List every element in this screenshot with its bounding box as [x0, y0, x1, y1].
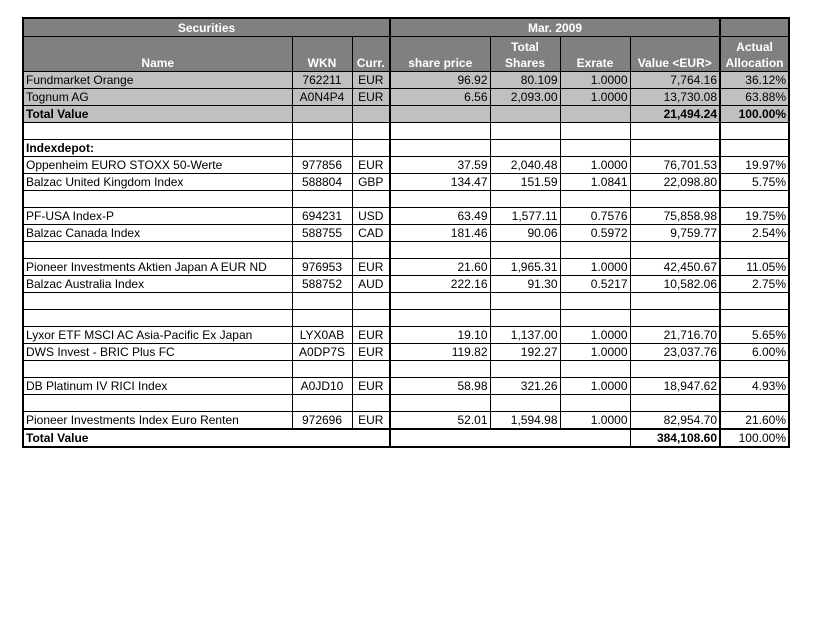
cell-empty — [292, 310, 352, 327]
cell-empty — [490, 242, 560, 259]
table-row — [23, 344, 789, 361]
cell-empty — [720, 361, 789, 378]
cell-empty — [490, 191, 560, 208]
table-row — [23, 208, 789, 225]
cell-price: 96.92 — [390, 72, 490, 89]
cell-shares: 321.26 — [490, 378, 560, 395]
cell-empty — [352, 310, 390, 327]
cell-empty — [292, 123, 352, 140]
col-header-wkn: WKN — [292, 37, 352, 72]
cell-value: 23,037.76 — [630, 344, 720, 361]
cell-alloc: 21.60% — [720, 412, 789, 430]
cell-value: 18,947.62 — [630, 378, 720, 395]
table-row — [23, 225, 789, 242]
cell-curr: EUR — [352, 378, 390, 395]
cell-exrate: 1.0000 — [560, 412, 630, 430]
table-row — [23, 412, 789, 430]
cell-wkn: A0N4P4 — [292, 89, 352, 106]
cell-empty — [560, 293, 630, 310]
cell-empty — [560, 310, 630, 327]
cell-wkn: 762211 — [292, 72, 352, 89]
cell-exrate: 1.0000 — [560, 89, 630, 106]
cell-empty — [352, 191, 390, 208]
col-header-allocation: Actual Allocation — [720, 37, 789, 72]
table-row — [23, 327, 789, 344]
cell-empty — [720, 191, 789, 208]
cell-empty — [352, 395, 390, 412]
cell-empty — [292, 395, 352, 412]
cell-empty — [720, 140, 789, 157]
cell-curr: EUR — [352, 259, 390, 276]
cell-name: DWS Invest - BRIC Plus FC — [23, 344, 292, 361]
cell-price: 37.59 — [390, 157, 490, 174]
cell-wkn: LYX0AB — [292, 327, 352, 344]
cell-alloc: 19.97% — [720, 157, 789, 174]
cell-shares: 151.59 — [490, 174, 560, 191]
cell-wkn: A0JD10 — [292, 378, 352, 395]
cell-empty — [490, 395, 560, 412]
table-row — [23, 174, 789, 191]
cell-alloc: 100.00% — [720, 106, 789, 123]
cell-wkn: 977856 — [292, 157, 352, 174]
cell-value: 9,759.77 — [630, 225, 720, 242]
cell-empty — [23, 191, 292, 208]
cell-name: Oppenheim EURO STOXX 50-Werte — [23, 157, 292, 174]
cell-price: 6.56 — [390, 89, 490, 106]
cell-shares: 90.06 — [490, 225, 560, 242]
cell-alloc: 2.54% — [720, 225, 789, 242]
cell-empty — [390, 293, 490, 310]
cell-shares: 91.30 — [490, 276, 560, 293]
cell-exrate: 1.0000 — [560, 344, 630, 361]
cell-exrate: 1.0841 — [560, 174, 630, 191]
section-row — [23, 140, 789, 157]
cell-empty — [23, 310, 292, 327]
cell-empty — [292, 140, 352, 157]
cell-empty — [390, 123, 490, 140]
cell-price: 134.47 — [390, 174, 490, 191]
cell-name: Lyxor ETF MSCI AC Asia-Pacific Ex Japan — [23, 327, 292, 344]
cell-exrate: 1.0000 — [560, 157, 630, 174]
cell-empty — [292, 242, 352, 259]
table-row — [23, 89, 789, 106]
col-header-exrate: Exrate — [560, 37, 630, 72]
cell-name: Balzac Canada Index — [23, 225, 292, 242]
cell-shares: 1,594.98 — [490, 412, 560, 430]
cell-empty — [560, 395, 630, 412]
cell-name: Tognum AG — [23, 89, 292, 106]
cell-empty — [720, 293, 789, 310]
table-row — [23, 259, 789, 276]
cell-empty — [560, 106, 630, 123]
table-row — [23, 157, 789, 174]
cell-value: 13,730.08 — [630, 89, 720, 106]
cell-empty — [560, 242, 630, 259]
cell-empty — [23, 361, 292, 378]
cell-empty — [352, 123, 390, 140]
cell-curr: CAD — [352, 225, 390, 242]
table-row — [23, 378, 789, 395]
portfolio-table — [22, 17, 790, 448]
cell-name: Pioneer Investments Aktien Japan A EUR ND — [23, 259, 292, 276]
cell-empty — [390, 140, 490, 157]
col-header-value: Value <EUR> — [630, 37, 720, 72]
cell-empty — [23, 242, 292, 259]
header-columns-row — [23, 37, 789, 72]
cell-exrate: 1.0000 — [560, 259, 630, 276]
cell-empty — [630, 310, 720, 327]
cell-empty — [352, 140, 390, 157]
cell-value: 76,701.53 — [630, 157, 720, 174]
col-header-shares: Total Shares — [490, 37, 560, 72]
blank-row — [23, 123, 789, 140]
blank-row — [23, 242, 789, 259]
cell-wkn: 588752 — [292, 276, 352, 293]
cell-empty — [23, 123, 292, 140]
cell-alloc: 19.75% — [720, 208, 789, 225]
header-securities: Securities — [23, 18, 390, 37]
blank-row — [23, 191, 789, 208]
cell-empty — [630, 395, 720, 412]
total-row — [23, 106, 789, 123]
cell-value: 21,494.24 — [630, 106, 720, 123]
cell-name: Balzac Australia Index — [23, 276, 292, 293]
cell-wkn: 976953 — [292, 259, 352, 276]
cell-name: PF-USA Index-P — [23, 208, 292, 225]
cell-empty — [390, 310, 490, 327]
cell-price: 63.49 — [390, 208, 490, 225]
cell-empty — [352, 293, 390, 310]
cell-empty — [720, 395, 789, 412]
cell-value: 22,098.80 — [630, 174, 720, 191]
cell-curr: AUD — [352, 276, 390, 293]
cell-name: Total Value — [23, 106, 292, 123]
cell-shares: 1,965.31 — [490, 259, 560, 276]
cell-price: 222.16 — [390, 276, 490, 293]
cell-empty — [352, 106, 390, 123]
cell-name: Fundmarket Orange — [23, 72, 292, 89]
blank-row — [23, 361, 789, 378]
col-header-name: Name — [23, 37, 292, 72]
cell-empty — [292, 361, 352, 378]
cell-name: Indexdepot: — [23, 140, 292, 157]
cell-price: 19.10 — [390, 327, 490, 344]
col-header-price: share price — [390, 37, 490, 72]
cell-price: 21.60 — [390, 259, 490, 276]
cell-empty — [630, 140, 720, 157]
cell-curr: USD — [352, 208, 390, 225]
cell-empty — [630, 293, 720, 310]
cell-empty — [630, 361, 720, 378]
cell-wkn: 588755 — [292, 225, 352, 242]
cell-wkn: A0DP7S — [292, 344, 352, 361]
cell-value: 42,450.67 — [630, 259, 720, 276]
cell-empty — [720, 242, 789, 259]
cell-empty — [560, 123, 630, 140]
cell-name: Balzac United Kingdom Index — [23, 174, 292, 191]
cell-empty — [490, 140, 560, 157]
cell-empty — [490, 310, 560, 327]
cell-empty — [352, 361, 390, 378]
cell-alloc: 5.65% — [720, 327, 789, 344]
cell-shares: 80.109 — [490, 72, 560, 89]
cell-empty — [720, 123, 789, 140]
total-row — [23, 429, 789, 447]
cell-shares: 2,040.48 — [490, 157, 560, 174]
cell-price: 58.98 — [390, 378, 490, 395]
cell-alloc: 4.93% — [720, 378, 789, 395]
cell-exrate: 1.0000 — [560, 72, 630, 89]
cell-value: 7,764.16 — [630, 72, 720, 89]
cell-curr: EUR — [352, 327, 390, 344]
cell-empty — [490, 123, 560, 140]
cell-alloc: 100.00% — [720, 429, 789, 447]
cell-exrate: 0.5217 — [560, 276, 630, 293]
cell-empty — [23, 293, 292, 310]
cell-curr: EUR — [352, 72, 390, 89]
cell-value: 82,954.70 — [630, 412, 720, 430]
cell-value: 75,858.98 — [630, 208, 720, 225]
cell-curr: EUR — [352, 412, 390, 430]
header-empty — [720, 18, 789, 37]
cell-empty — [292, 293, 352, 310]
cell-name: DB Platinum IV RICI Index — [23, 378, 292, 395]
cell-empty — [352, 242, 390, 259]
blank-row — [23, 293, 789, 310]
blank-row — [23, 310, 789, 327]
cell-price: 181.46 — [390, 225, 490, 242]
cell-curr: GBP — [352, 174, 390, 191]
cell-empty — [630, 123, 720, 140]
cell-empty — [720, 310, 789, 327]
cell-curr: EUR — [352, 89, 390, 106]
cell-exrate: 0.5972 — [560, 225, 630, 242]
cell-alloc: 6.00% — [720, 344, 789, 361]
cell-exrate: 1.0000 — [560, 327, 630, 344]
cell-alloc: 11.05% — [720, 259, 789, 276]
table-row — [23, 276, 789, 293]
cell-shares: 1,137.00 — [490, 327, 560, 344]
cell-exrate: 1.0000 — [560, 378, 630, 395]
header-period: Mar. 2009 — [390, 18, 720, 37]
cell-wkn: 972696 — [292, 412, 352, 430]
cell-empty — [390, 191, 490, 208]
cell-exrate: 0.7576 — [560, 208, 630, 225]
cell-value: 21,716.70 — [630, 327, 720, 344]
cell-wkn: 588804 — [292, 174, 352, 191]
cell-empty — [292, 191, 352, 208]
cell-alloc: 63.88% — [720, 89, 789, 106]
cell-empty — [390, 361, 490, 378]
cell-value: 10,582.06 — [630, 276, 720, 293]
cell-shares: 2,093.00 — [490, 89, 560, 106]
cell-name: Total Value — [23, 429, 390, 447]
cell-wkn: 694231 — [292, 208, 352, 225]
col-header-curr: Curr. — [352, 37, 390, 72]
cell-empty — [390, 395, 490, 412]
cell-empty — [560, 191, 630, 208]
cell-empty — [630, 242, 720, 259]
cell-price: 52.01 — [390, 412, 490, 430]
cell-alloc: 2.75% — [720, 276, 789, 293]
cell-shares: 1,577.11 — [490, 208, 560, 225]
cell-name: Pioneer Investments Index Euro Renten — [23, 412, 292, 430]
cell-empty — [490, 293, 560, 310]
cell-empty — [490, 361, 560, 378]
cell-alloc: 36.12% — [720, 72, 789, 89]
blank-row — [23, 395, 789, 412]
cell-empty — [490, 106, 560, 123]
cell-curr: EUR — [352, 344, 390, 361]
cell-empty — [630, 191, 720, 208]
cell-value: 384,108.60 — [630, 429, 720, 447]
cell-empty — [390, 429, 630, 447]
cell-empty — [292, 106, 352, 123]
cell-alloc: 5.75% — [720, 174, 789, 191]
cell-empty — [390, 106, 490, 123]
cell-empty — [560, 140, 630, 157]
cell-curr: EUR — [352, 157, 390, 174]
cell-empty — [390, 242, 490, 259]
header-group-row — [23, 18, 789, 37]
cell-price: 119.82 — [390, 344, 490, 361]
cell-empty — [560, 361, 630, 378]
cell-empty — [23, 395, 292, 412]
cell-shares: 192.27 — [490, 344, 560, 361]
table-row — [23, 72, 789, 89]
